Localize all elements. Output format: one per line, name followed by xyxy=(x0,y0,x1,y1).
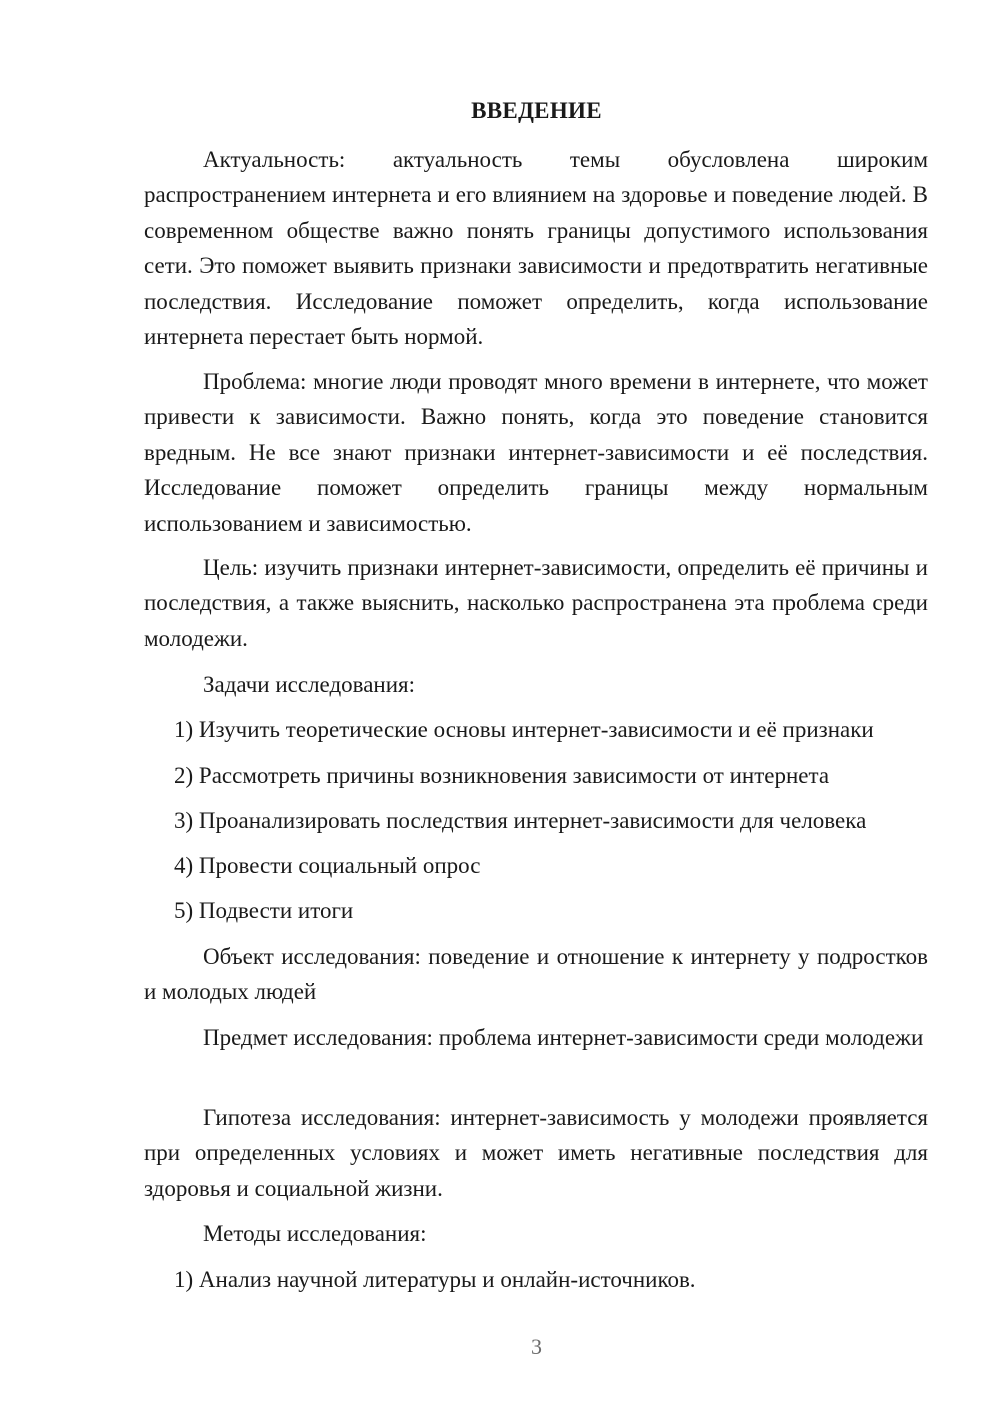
task-item-1: 1) Изучить теоретические основы интернет-зависимости и её признаки xyxy=(174,717,874,742)
paragraph-problem: Проблема: многие люди проводят много времени в интернете, что может привести к зависимости. Важно понять, когда это поведение становится вредным. Не все знают признаки интернет-зависимости и её последствия. Исследование поможет определить границы между нормальным использованием и зависимостью. xyxy=(144,369,928,536)
paragraph-subject: Предмет исследования: проблема интернет-зависимости среди молодежи xyxy=(203,1025,924,1050)
page-title: ВВЕДЕНИЕ xyxy=(471,98,602,123)
task-item-3: 3) Проанализировать последствия интернет-зависимости для человека xyxy=(174,808,867,833)
task-item-4: 4) Провести социальный опрос xyxy=(174,853,481,878)
paragraph-object: Объект исследования: поведение и отношение к интернету у подростков и молодых людей xyxy=(144,944,928,1005)
task-item-5: 5) Подвести итоги xyxy=(174,898,354,923)
paragraph-relevance: Актуальность: актуальность темы обусловлена широким распространением интернета и его влиянием на здоровье и поведение людей. В современном обществе важно понять границы допустимого использования сети. Это поможет выявить признаки зависимости и предотвратить негативные последствия. Исследование поможет определить, когда использование интернета перестает быть нормой. xyxy=(144,147,928,350)
page-number: 3 xyxy=(531,1334,542,1359)
tasks-heading: Задачи исследования: xyxy=(203,672,416,697)
methods-heading: Методы исследования: xyxy=(203,1221,427,1246)
paragraph-goal: Цель: изучить признаки интернет-зависимости, определить её причины и последствия, а также выяснить, насколько распространена эта проблема среди молодежи. xyxy=(144,555,928,651)
paragraph-hypothesis: Гипотеза исследования: интернет-зависимость у молодежи проявляется при определенных условиях и может иметь негативные последствия для здоровья и социальной жизни. xyxy=(144,1105,928,1201)
method-item-1: 1) Анализ научной литературы и онлайн-источников. xyxy=(174,1267,696,1292)
task-item-2: 2) Рассмотреть причины возникновения зависимости от интернета xyxy=(174,763,830,788)
